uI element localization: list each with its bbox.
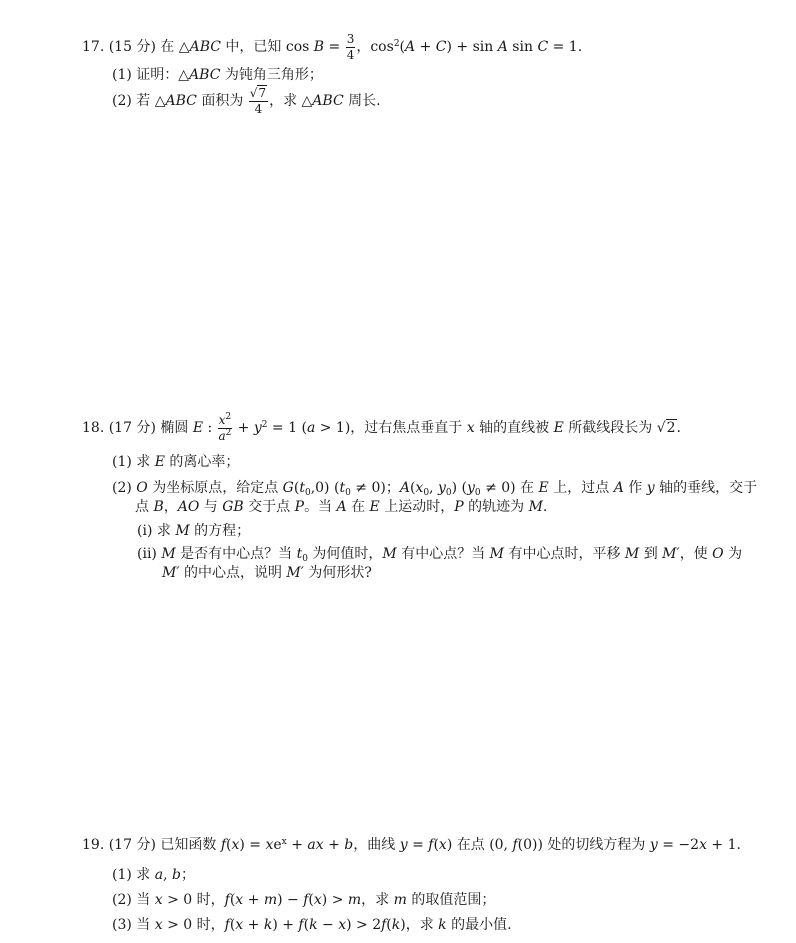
q17-part-1: (1) 证明：△ABC 为钝角三角形； (112, 67, 323, 83)
q17-stem: 17. (15 分) 在 △ABC 中，已知 cos B = $\frac{3}{4}$ ，$\cos^2(A + C) + \sin A$ sin C = 1. (82, 32, 583, 62)
q18-part-1: (1) 求 E 的离心率； (112, 454, 240, 470)
q17-number: 17. (15 分) 在 △ (82, 39, 190, 56)
fraction-sqrt7-4: $\frac{√7}{4}$ (249, 86, 267, 116)
q19-stem: 19. (17 分) 已知函数 $f(x) = xe^x$ + ax + b，曲线 y = f(x) 在点 (0, f(0)) 处的切线方程为 y = −2x + 1. (82, 837, 741, 853)
q19-part-1: (1) 求 a, b； (112, 867, 195, 883)
sqrt-2: √2 (656, 420, 676, 437)
q18-part-2-ii-line-2: M′ 的中心点，说明 M′ 为何形状? (162, 565, 372, 581)
q19-part-2: (2) 当 x > 0 时，f(x + m) − f(x) > m，求 m 的取值范围； (112, 892, 496, 908)
q18-part-2-i: (i) 求 M 的方程； (137, 523, 251, 539)
q17-part-2: (2) 若 △ABC 面积为 $\frac{√7}{4}$ ，求 △ABC 周长. (112, 86, 381, 116)
q18-part-2-line-1: (2) O 为坐标原点，给定点 $G(t_0,0) (t_0 \ne 0)$；$A(x_0$, $y_0$) $(y_0 \ne 0)$ 在 E 上，过点 A 作 y 轴的垂线，交于 (112, 480, 758, 498)
q18-part-2-ii-line-1: (ii) M 是否有中心点？当 $t_0$ 为何值时，M 有中心点？当 M 有中心点时，平移 M 到 M′，使 O 为 (137, 546, 743, 564)
q19-part-3: (3) 当 x > 0 时，f(x + k) + f(k − x) > 2f(k)，求 k 的最小值. (112, 917, 512, 933)
q18-stem: 18. (17 分) 椭圆 E : $\frac{x^2}{a^2}$ + $y^2 = 1$ (a > 1)，过右焦点垂直于 x 轴的直线被 E 所截线段长为 √2. (82, 412, 681, 443)
sqrt-symbol: √7 (249, 86, 267, 100)
q18-number: 18. (17 分) 椭圆 (82, 420, 193, 437)
q18-part-2-line-2: 点 B，AO 与 GB 交于点 P。当 A 在 E 上运动时，P 的轨迹为 M. (135, 499, 548, 515)
fraction-3-4: $\frac{3}{4}$ (346, 32, 355, 62)
fraction-x2-a2: $\frac{x^2}{a^2}$ (218, 412, 232, 443)
